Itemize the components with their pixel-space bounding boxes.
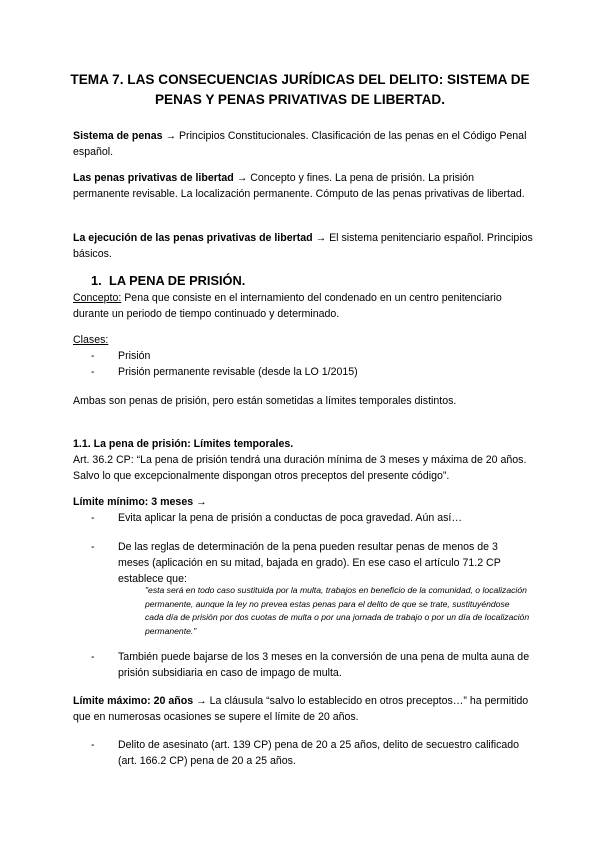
list-item-text: También puede bajarse de los 3 meses en la conversión de una pena de multa auna de prisión subsidiaria en caso de impago de multa. (118, 651, 530, 679)
list-item-text: De las reglas de determinación de la pena pueden resultar penas de menos de 3 meses (aplicación en su mitad, bajada en grado). En ese caso el artículo 71.2 CP establece que: (118, 541, 501, 585)
art-36-paragraph: Art. 36.2 CP: “La pena de prisión tendrá una duración mínima de 3 meses y máxima de 20 años. Salvo lo que excepcionalmente dispongan otros preceptos del presente código”. (73, 454, 527, 482)
concepto-text: Pena que consiste en el internamiento del condenado en un centro penitenciario durante un periodo de tiempo continuado y determinado. (73, 292, 502, 320)
intro-label: La ejecución de las penas privativas de libertad (73, 232, 313, 244)
section-title: LA PENA DE PRISIÓN. (109, 273, 246, 288)
intro-label: Las penas privativas de libertad (73, 172, 234, 184)
intro-text: → Concepto y fines. La pena de prisión. La prisión permanente revisable. La localización permanente. Cómputo de las penas privativas de libertad. (73, 172, 525, 200)
bullet-dash: - (91, 512, 95, 524)
bullet-dash: - (91, 366, 95, 378)
limite-maximo-label: Límite máximo: 20 años (73, 695, 194, 707)
limite-minimo-label: Límite mínimo: 3 meses → (73, 496, 207, 508)
limite-maximo-paragraph (73, 693, 533, 725)
document-title: TEMA 7. LAS CONSECUENCIAS JURÍDICAS DEL DELITO: SISTEMA DE PENAS Y PENAS PRIVATIVAS DE LIBERTAD. (70, 72, 530, 107)
concepto-paragraph (73, 290, 533, 322)
section-heading-1 (91, 273, 245, 288)
list-item (91, 348, 531, 364)
section-number: 1. (91, 273, 102, 288)
list-item-text: Prisión permanente revisable (desde la LO 1/2015) (118, 366, 358, 378)
intro-penas-privativas (73, 170, 533, 202)
intro-label: Sistema de penas (73, 130, 163, 142)
article-quote: "esta será en todo caso sustituida por la multa, trabajos en beneficio de la comunidad, o localización permanente, aunque la ley no prevea estas penas para el delito de que se trate, sustituyéndose cada día de prisión por dos cuotas de multa o por una jornada de trabajo o por un día de localización permanente." (145, 585, 530, 636)
list-item-text: Evita aplicar la pena de prisión a conductas de poca gravedad. Aún así… (118, 512, 462, 524)
subsection-heading: 1.1. La pena de prisión: Límites temporales. (73, 438, 294, 450)
ambas-paragraph: Ambas son penas de prisión, pero están sometidas a límites temporales distintos. (73, 395, 457, 407)
clases-label (73, 332, 533, 348)
intro-text: → El sistema penitenciario español. Principios básicos. (73, 232, 533, 260)
clases-label-text: Clases: (73, 334, 109, 346)
bullet-dash: - (91, 739, 95, 751)
intro-text: → Principios Constitucionales. Clasificación de las penas en el Código Penal español. (73, 130, 527, 158)
list-item (91, 364, 531, 380)
bullet-dash: - (91, 350, 95, 362)
list-item (91, 649, 531, 681)
list-item-text: Prisión (118, 350, 151, 362)
limite-maximo-text: → La cláusula “salvo lo establecido en otros preceptos…” ha permitido que en numerosas ocasiones se supere el límite de 20 años. (73, 695, 529, 723)
concepto-label: Concepto: (73, 292, 122, 304)
intro-sistema-de-penas (73, 128, 533, 160)
bullet-dash: - (91, 541, 95, 553)
intro-ejecucion (73, 230, 533, 262)
list-item (91, 737, 531, 769)
list-item-text: Delito de asesinato (art. 139 CP) pena de 20 a 25 años, delito de secuestro calificado (art. 166.2 CP) pena de 20 a 25 años. (118, 739, 520, 767)
list-item (91, 510, 531, 526)
bullet-dash: - (91, 651, 95, 663)
list-item (91, 539, 531, 587)
